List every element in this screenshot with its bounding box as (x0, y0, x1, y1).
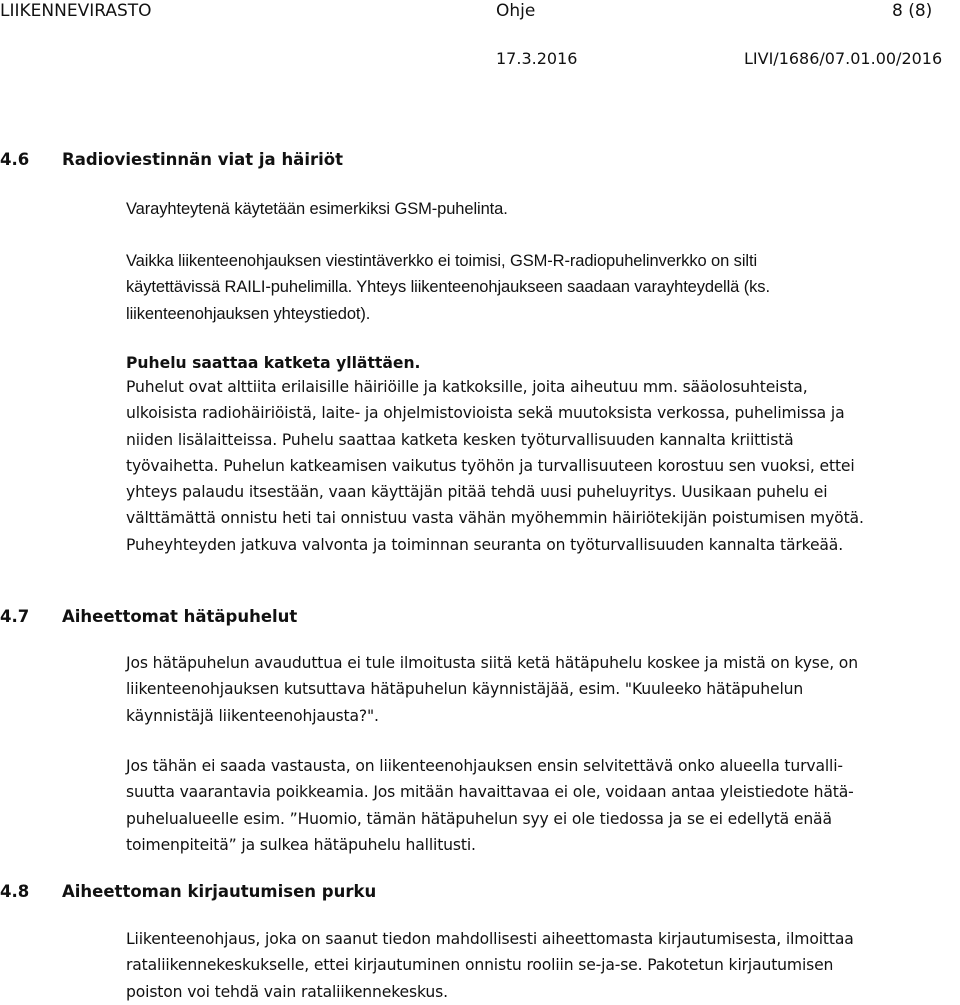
paragraph-line: välttämättä onnistu heti tai onnistuu vasta vähän myöhemmin häiriötekijän poistumisen myötä. (126, 509, 864, 528)
header-reference: LIVI/1686/07.01.00/2016 (744, 49, 943, 68)
paragraph-line: Jos hätäpuhelun avauduttua ei tule ilmoitusta siitä ketä hätäpuhelu koskee ja mistä on kyse, on (126, 654, 858, 672)
paragraph (126, 196, 944, 222)
paragraph-line: Puhelut ovat alttiita erilaisille häiriöille ja katkoksille, joita aiheutuu mm. sääolosuhteista, (126, 378, 808, 396)
section-number: 4.6 (0, 150, 30, 169)
paragraph-line: yhteys palaudu itsestään, vaan käyttäjän pitää tehdä uusi puheluyritys. Uusikaan puhelu ei (126, 483, 828, 502)
paragraph-line: puhelualueelle esim. ”Huomio, tämän hätäpuhelun syy ei ole tiedossa ja se ei edellytä enää (126, 809, 832, 828)
paragraph (126, 374, 944, 558)
section-number: 4.7 (0, 607, 30, 626)
paragraph-line: ulkoisista radiohäiriöistä, laite- ja ohjelmistovioista sekä muutoksista verkossa, puhelimissa ja (126, 404, 845, 423)
paragraph-line: poiston voi tehdä vain rataliikennekeskus. (126, 982, 448, 1001)
paragraph (126, 650, 944, 729)
paragraph-line: niiden lisälaitteissa. Puhelu saattaa katketa kesken työturvallisuuden kannalta kriittistä (126, 430, 794, 449)
paragraph-line: Varayhteytenä käytetään esimerkiksi GSM-puhelinta. (126, 200, 508, 218)
section-heading-4-6 (0, 149, 343, 171)
section-number: 4.8 (0, 882, 30, 901)
paragraph-line: Puheyhteyden jatkuva valvonta ja toiminnan seuranta on työturvallisuuden kannalta tärkeää. (126, 535, 844, 554)
header-doc-type: Ohje (496, 1, 536, 21)
section-title: Aiheettomat hätäpuhelut (62, 607, 298, 626)
section-title: Aiheettoman kirjautumisen purku (62, 882, 377, 901)
section-heading-4-8 (0, 881, 376, 903)
paragraph (126, 926, 944, 1005)
paragraph (126, 248, 944, 327)
paragraph (126, 753, 944, 858)
paragraph-line: toimenpiteitä” ja sulkea hätäpuhelu hallitusti. (126, 835, 476, 854)
subheading: Puhelu saattaa katketa yllättäen. (126, 354, 421, 372)
section-heading-4-7 (0, 606, 297, 628)
paragraph-line: käytettävissä RAILI-puhelimilla. Yhteys liikenteenohjaukseen saadaan varayhteydellä (ks. (126, 278, 770, 297)
paragraph-line: Vaikka liikenteenohjauksen viestintäverkko ei toimisi, GSM-R-radiopuhelinverkko on silti (126, 252, 758, 270)
paragraph-line: työvaihetta. Puhelun katkeamisen vaikutus työhön ja turvallisuuteen korostuu sen vuoksi, ettei (126, 456, 855, 475)
paragraph-line: rataliikennekeskukselle, ettei kirjautuminen onnistu rooliin se-ja-se. Pakotetun kirjautumisen (126, 956, 834, 975)
paragraph-line: liikenteenohjauksen yhteystiedot). (126, 304, 371, 323)
paragraph-line: Liikenteenohjaus, joka on saanut tiedon mahdollisesti aiheettomasta kirjautumisesta, ilmoittaa (126, 930, 854, 948)
header-date: 17.3.2016 (496, 49, 578, 68)
paragraph-line: suutta vaarantavia poikkeamia. Jos mitään havaittavaa ei ole, voidaan antaa yleistiedote hätä- (126, 783, 854, 802)
paragraph-line: liikenteenohjauksen kutsuttava hätäpuhelun käynnistäjää, esim. "Kuuleeko hätäpuhelun (126, 680, 804, 699)
section-title: Radioviestinnän viat ja häiriöt (62, 150, 343, 169)
paragraph-line: käynnistäjä liikenteenohjausta?". (126, 706, 379, 725)
paragraph-line: Jos tähän ei saada vastausta, on liikenteenohjauksen ensin selvitettävä onko alueella turvalli- (126, 757, 843, 775)
header-org: LIIKENNEVIRASTO (0, 1, 152, 21)
header-page-number: 8 (8) (892, 1, 933, 21)
